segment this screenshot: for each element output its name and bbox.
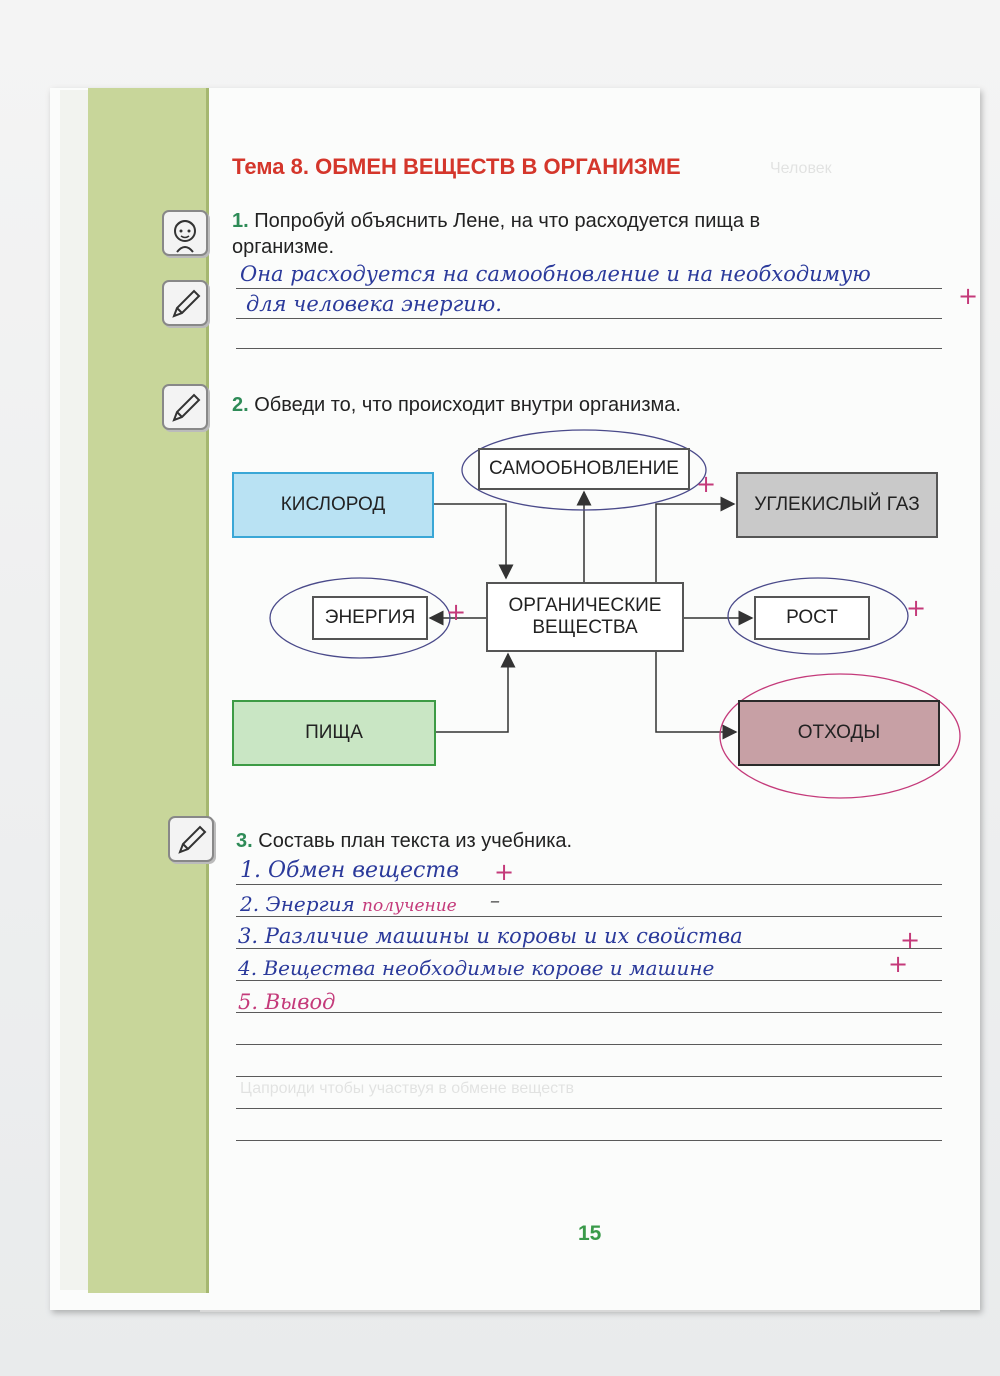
teacher-mark: + (900, 926, 921, 954)
answer-line (236, 1140, 942, 1141)
pencil-icon (168, 816, 214, 862)
plan-item-3: 3. Различие машины и коровы и их свойства (238, 924, 743, 948)
task3-text: Составь план текста из учебника. (258, 830, 573, 852)
teacher-mark: + (446, 598, 467, 626)
task1-number: 1. (232, 210, 249, 232)
page-number: 15 (578, 1222, 602, 1245)
bleed-through-text: Цапроиди чтобы участвуя в обмене веществ (240, 1080, 574, 1097)
answer-line (236, 884, 942, 885)
box-co2: УГЛЕКИСЛЫЙ ГАЗ (736, 472, 938, 538)
teacher-mark: + (696, 470, 717, 498)
box-energy: ЭНЕРГИЯ (312, 596, 428, 640)
teacher-mark: + (888, 950, 909, 978)
teacher-mark: + (906, 594, 927, 622)
box-growth: РОСТ (754, 596, 870, 640)
box-renewal: САМООБНОВЛЕНИЕ (478, 448, 690, 490)
task2-text: Обведи то, что происходит внутри организма. (254, 394, 681, 416)
plan-item-4: 4. Вещества необходимые корове и машине (238, 956, 715, 980)
task3-question (236, 828, 572, 854)
teacher-note: получение (362, 896, 457, 916)
task1-answer-line2: для человека энергию. (246, 292, 502, 316)
teacher-mark: – (490, 888, 500, 912)
task1-text-line2: организме. (232, 236, 335, 258)
answer-line (236, 1076, 942, 1077)
box-food: ПИЩА (232, 700, 436, 766)
task2-number: 2. (232, 394, 249, 416)
plan-item-5: 5. Вывод (238, 990, 336, 1014)
box-organic (486, 582, 684, 652)
task3-number: 3. (236, 830, 253, 852)
teacher-mark: + (494, 858, 515, 886)
answer-line (236, 948, 942, 949)
plan-item-2: 2. Энергия (240, 892, 355, 916)
task1-answer-line1: Она расходуется на самообновление и на необходимую (240, 262, 871, 286)
box-organic-line2: ВЕЩЕСТВА (532, 617, 638, 638)
answer-line (236, 1044, 942, 1045)
arrow-oxygen-to-organic (434, 504, 506, 578)
bleed-through-text: Человек (770, 160, 832, 177)
answer-line (236, 916, 942, 917)
arrow-food-to-organic (436, 654, 508, 732)
box-organic-line1: ОРГАНИЧЕСКИЕ (508, 595, 662, 616)
teacher-mark: + (958, 282, 979, 310)
task1-text-line1: Попробуй объяснить Лене, на что расходуется пища в (254, 210, 761, 232)
answer-line (236, 1012, 942, 1013)
box-oxygen: КИСЛОРОД (232, 472, 434, 538)
box-waste: ОТХОДЫ (738, 700, 940, 766)
page-title: Тема 8. ОБМЕН ВЕЩЕСТВ В ОРГАНИЗМЕ (232, 154, 681, 179)
arrow-organic-to-co2 (656, 504, 734, 584)
answer-line (236, 980, 942, 981)
plan-item-1: 1. Обмен веществ (240, 858, 460, 883)
answer-line (236, 1108, 942, 1109)
